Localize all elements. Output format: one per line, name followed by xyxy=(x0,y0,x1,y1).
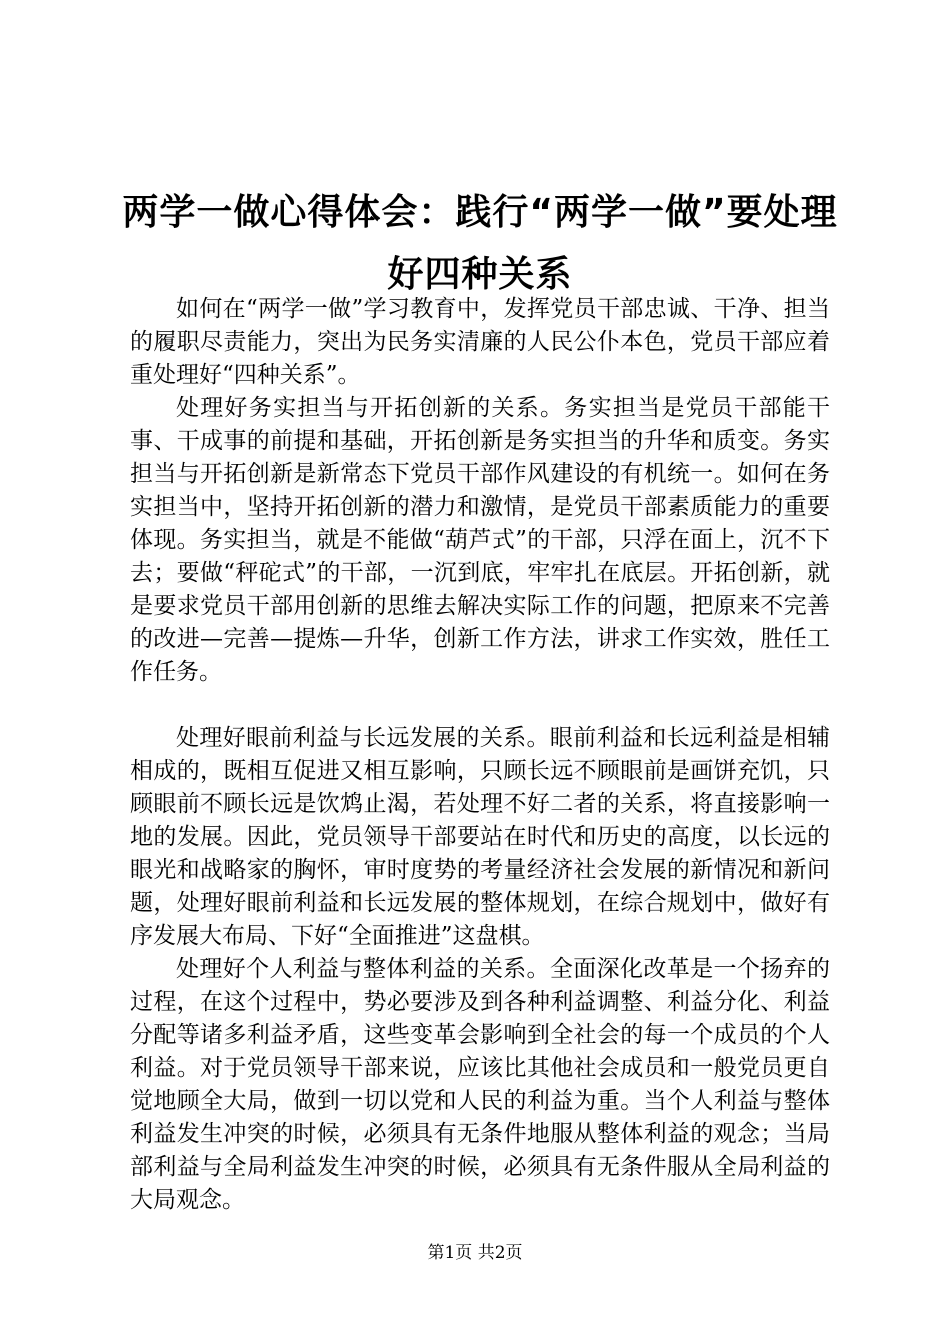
page-number-footer: 第1页 共2页 xyxy=(427,1243,523,1263)
paragraph-individual-overall: 处理好个人利益与整体利益的关系。全面深化改革是一个扬弃的过程，在这个过程中，势必要涉及到各种利益调整、利益分化、利益分配等诸多利益矛盾，这些变革会影响到全社会的每一个成员的个人利益。对于党员领导干部来说，应该比其他社会成员和一般党员更自觉地顾全大局，做到一切以党和人民的利益为重。当个人利益与整体利益发生冲突的时候，必须具有无条件地服从整体利益的观念；当局部利益与全局利益发生冲突的时候，必须具有无条件服从全局利益的大局观念。 xyxy=(130,956,830,1213)
paragraph-pragmatic-innovation: 处理好务实担当与开拓创新的关系。务实担当是党员干部能干事、干成事的前提和基础，开拓创新是务实担当的升华和质变。务实担当与开拓创新是新常态下党员干部作风建设的有机统一。如何在务实担当中，坚持开拓创新的潜力和激情，是党员干部素质能力的重要体现。务实担当，就是不能做“葫芦式”的干部，只浮在面上，沉不下去；要做“秤砣式”的干部，一沉到底，牢牢扎在底层。开拓创新，就是要求党员干部用创新的思维去解决实际工作的问题，把原来不完善的改进—完善—提炼—升华，创新工作方法，讲求工作实效，胜任工作任务。 xyxy=(130,395,830,685)
document-title: 两学一做心得体会：践行“两学一做”要处理好四种关系 xyxy=(122,192,838,295)
paragraph-intro: 如何在“两学一做”学习教育中，发挥党员干部忠诚、干净、担当的履职尽责能力，突出为民务实清廉的人民公仆本色，党员干部应着重处理好“四种关系”。 xyxy=(130,296,830,388)
document-body xyxy=(130,293,830,1217)
paragraph-immediate-longterm: 处理好眼前利益与长远发展的关系。眼前利益和长远利益是相辅相成的，既相互促进又相互影响，只顾长远不顾眼前是画饼充饥，只顾眼前不顾长远是饮鸩止渴，若处理不好二者的关系，将直接影响一地的发展。因此，党员领导干部要站在时代和历史的高度，以长远的眼光和战略家的胸怀，审时度势的考量经济社会发展的新情况和新问题，处理好眼前利益和长远发展的整体规划，在综合规划中，做好有序发展大布局、下好“全面推进”这盘棋。 xyxy=(130,725,830,949)
